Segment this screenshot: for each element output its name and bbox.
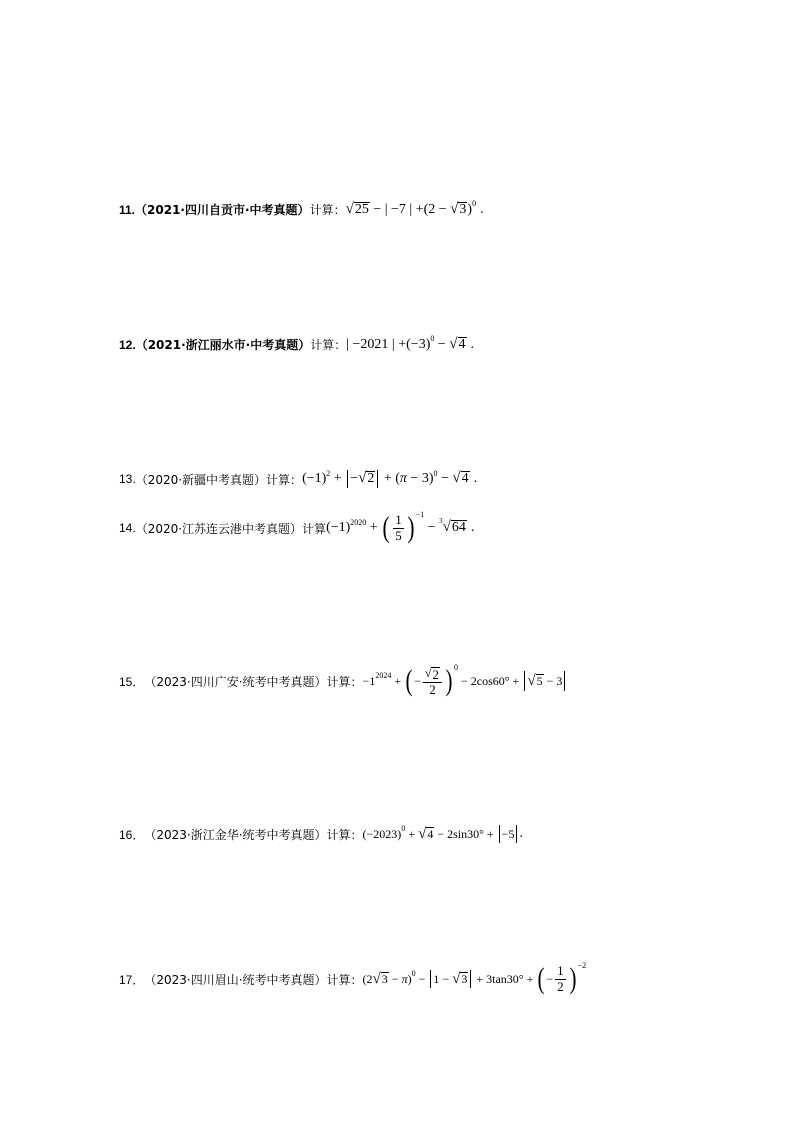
- math-expression: | −2021 | +(−3) $^0$ − √ 4: [346, 334, 466, 352]
- math-expression: √ 25 − | −7 | +(2 − √ 3 ) $^0$: [345, 199, 477, 217]
- problem-source: （2020·江苏连云港中考真题）: [135, 521, 303, 536]
- problem-11: [119, 201, 484, 218]
- math-expression: (−2023) $^0$ + √ 4 − 2sin30° + −5: [363, 825, 520, 843]
- problem-label: 计算：: [310, 338, 347, 352]
- problem-source: （2023·浙江金华·统考中考真题）: [144, 827, 327, 842]
- problem-end: .: [473, 471, 478, 486]
- problem-source: （2021·浙江丽水市·中考真题）: [135, 338, 311, 352]
- problem-17: [119, 960, 587, 995]
- problem-number: 16．: [119, 827, 145, 842]
- math-expression: (2 √ 3 − π ) $^0$ − 1 − √ 3 + 3tan30° + ( − $\frac{1}{2}$ ) $^{-2}$: [362, 960, 587, 995]
- problem-number: 14.: [119, 521, 136, 535]
- problem-16: [119, 825, 523, 843]
- problem-source: （2020·新疆中考真题）: [135, 472, 267, 487]
- problem-number: 13.: [119, 472, 136, 486]
- problem-label: 计算：: [326, 972, 363, 987]
- problem-15: [119, 662, 567, 698]
- problem-number: 17．: [119, 972, 145, 987]
- math-expression: (−1) $^{2020}$ + ( $\frac{1}{5}$ ) $^{-1}$ − $^3$ √ 64: [326, 509, 466, 544]
- math-expression: (−1) $^2$ + − √ 2 + ( π − 3) $^0$ − √ 4: [302, 468, 469, 487]
- problem-number: 12.: [119, 337, 136, 352]
- problem-end: .: [470, 336, 474, 352]
- math-expression: −1 $^{2024}$ + ( − √ 2 2 ) $^0$ − 2cos60° + √ 5 − 3: [363, 666, 568, 697]
- problem-end: .: [519, 826, 523, 841]
- problem-end: .: [470, 520, 475, 535]
- problem-source: （2023·四川广安·统考中考真题）: [144, 674, 327, 689]
- problem-12: [119, 336, 474, 353]
- problem-14: [119, 509, 475, 544]
- problem-13: [119, 470, 477, 488]
- problem-number: 11.: [119, 202, 136, 217]
- problem-label: 计算：: [309, 203, 346, 217]
- problem-source: （2023·四川眉山·统考中考真题）: [144, 972, 327, 987]
- problem-label: 计算：: [326, 674, 363, 689]
- problem-label: 计算：: [326, 827, 363, 842]
- problem-source: （2021·四川自贡市·中考真题）: [135, 203, 310, 217]
- problem-label: 计算：: [266, 472, 303, 487]
- problem-number: 15．: [119, 674, 145, 689]
- problem-label: 计算: [302, 521, 327, 536]
- problem-end: .: [480, 201, 484, 217]
